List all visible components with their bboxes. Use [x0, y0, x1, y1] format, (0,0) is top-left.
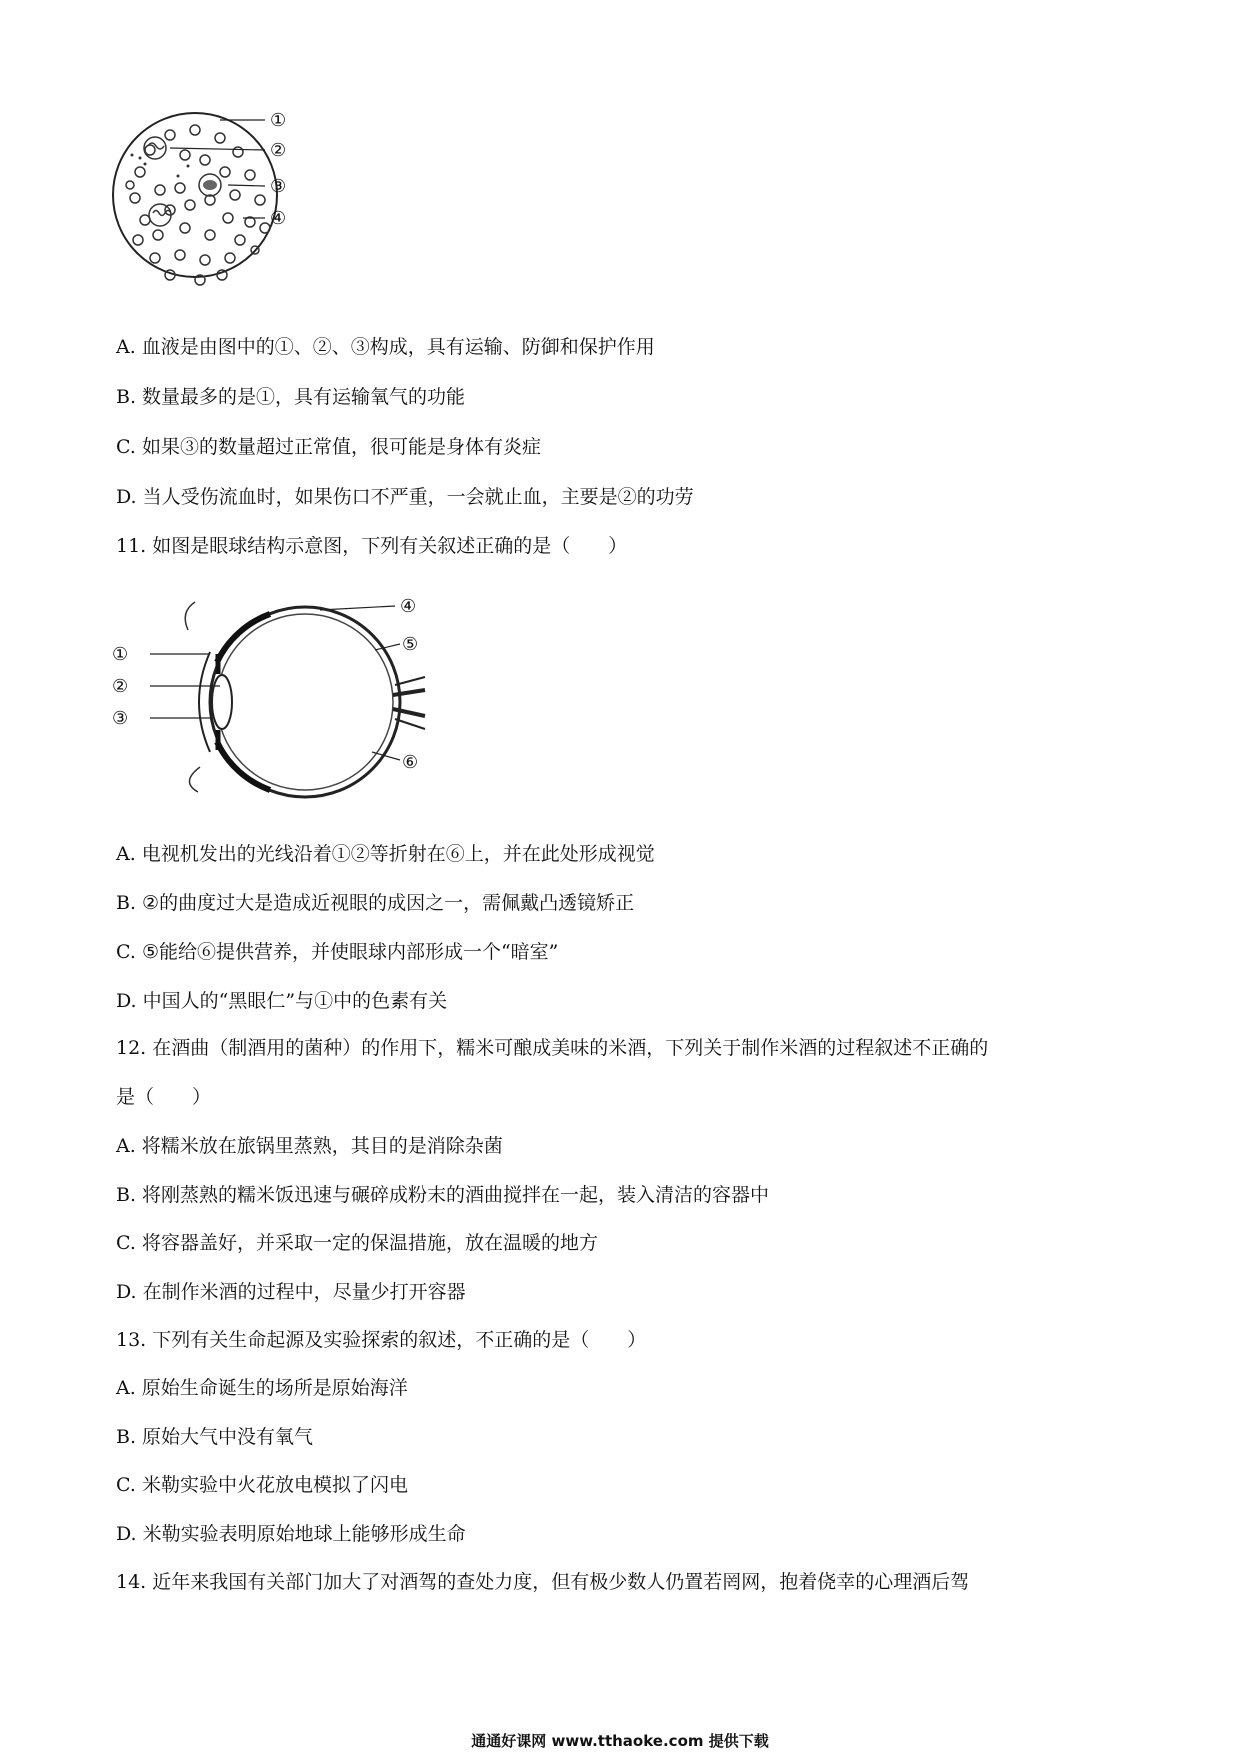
blood-label-1: ① — [270, 110, 287, 131]
q13-option-d: D. 米勒实验表明原始地球上能够形成生命 — [116, 1523, 466, 1545]
page-footer: 通通好课网 www.tthaoke.com 提供下载 — [471, 1732, 769, 1750]
eye-label-3: ③ — [112, 708, 129, 729]
q12-option-a: A. 将糯米放在旅锅里蒸熟，其目的是消除杂菌 — [116, 1135, 503, 1157]
q12-option-b: B. 将刚蒸熟的糯米饭迅速与碾碎成粉末的酒曲搅拌在一起，装入清洁的容器中 — [116, 1184, 770, 1206]
q11-option-d: D. 中国人的“黑眼仁”与①中的色素有关 — [116, 990, 448, 1012]
eye-structure-figure — [110, 592, 440, 802]
q11-option-a: A. 电视机发出的光线沿着①②等折射在⑥上，并在此处形成视觉 — [116, 843, 655, 865]
q10-option-a: A. 血液是由图中的①、②、③构成，具有运输、防御和保护作用 — [116, 336, 655, 358]
q12-stem-line1: 12. 在酒曲（制酒用的菌种）的作用下，糯米可酿成美味的米酒，下列关于制作米酒的过程叙述不正确的 — [116, 1037, 989, 1059]
q12-stem-line2: 是（ ） — [116, 1086, 212, 1108]
eye-label-2: ② — [112, 676, 129, 697]
eye-label-4: ④ — [400, 596, 417, 617]
q10-option-b: B. 数量最多的是①，具有运输氧气的功能 — [116, 386, 466, 408]
q14-stem: 14. 近年来我国有关部门加大了对酒驾的查处力度，但有极少数人仍置若罔网，抱着侥幸的心理酒后驾 — [116, 1571, 970, 1593]
q11-stem: 11. 如图是眼球结构示意图，下列有关叙述正确的是（ ） — [116, 535, 628, 557]
q11-option-c: C. ⑤能给⑥提供营养，并使眼球内部形成一个“暗室” — [116, 941, 559, 963]
blood-label-4: ④ — [270, 208, 287, 229]
q10-option-d: D. 当人受伤流血时，如果伤口不严重，一会就止血，主要是②的功劳 — [116, 486, 694, 508]
q10-option-c: C. 如果③的数量超过正常值，很可能是身体有炎症 — [116, 436, 541, 458]
q13-stem: 13. 下列有关生命起源及实验探索的叙述，不正确的是（ ） — [116, 1329, 647, 1351]
blood-cell-figure — [110, 110, 340, 310]
q13-option-a: A. 原始生命诞生的场所是原始海洋 — [116, 1377, 408, 1399]
q12-option-d: D. 在制作米酒的过程中，尽量少打开容器 — [116, 1281, 466, 1303]
eye-label-6: ⑥ — [402, 752, 419, 773]
q12-option-c: C. 将容器盖好，并采取一定的保温措施，放在温暖的地方 — [116, 1232, 598, 1254]
eye-label-5: ⑤ — [402, 634, 419, 655]
q11-option-b: B. ②的曲度过大是造成近视眼的成因之一，需佩戴凸透镜矫正 — [116, 892, 635, 914]
blood-label-3: ③ — [270, 176, 287, 197]
q13-option-c: C. 米勒实验中火花放电模拟了闪电 — [116, 1474, 408, 1496]
blood-label-2: ② — [270, 140, 287, 161]
q13-option-b: B. 原始大气中没有氧气 — [116, 1426, 314, 1448]
eye-label-1: ① — [112, 644, 129, 665]
